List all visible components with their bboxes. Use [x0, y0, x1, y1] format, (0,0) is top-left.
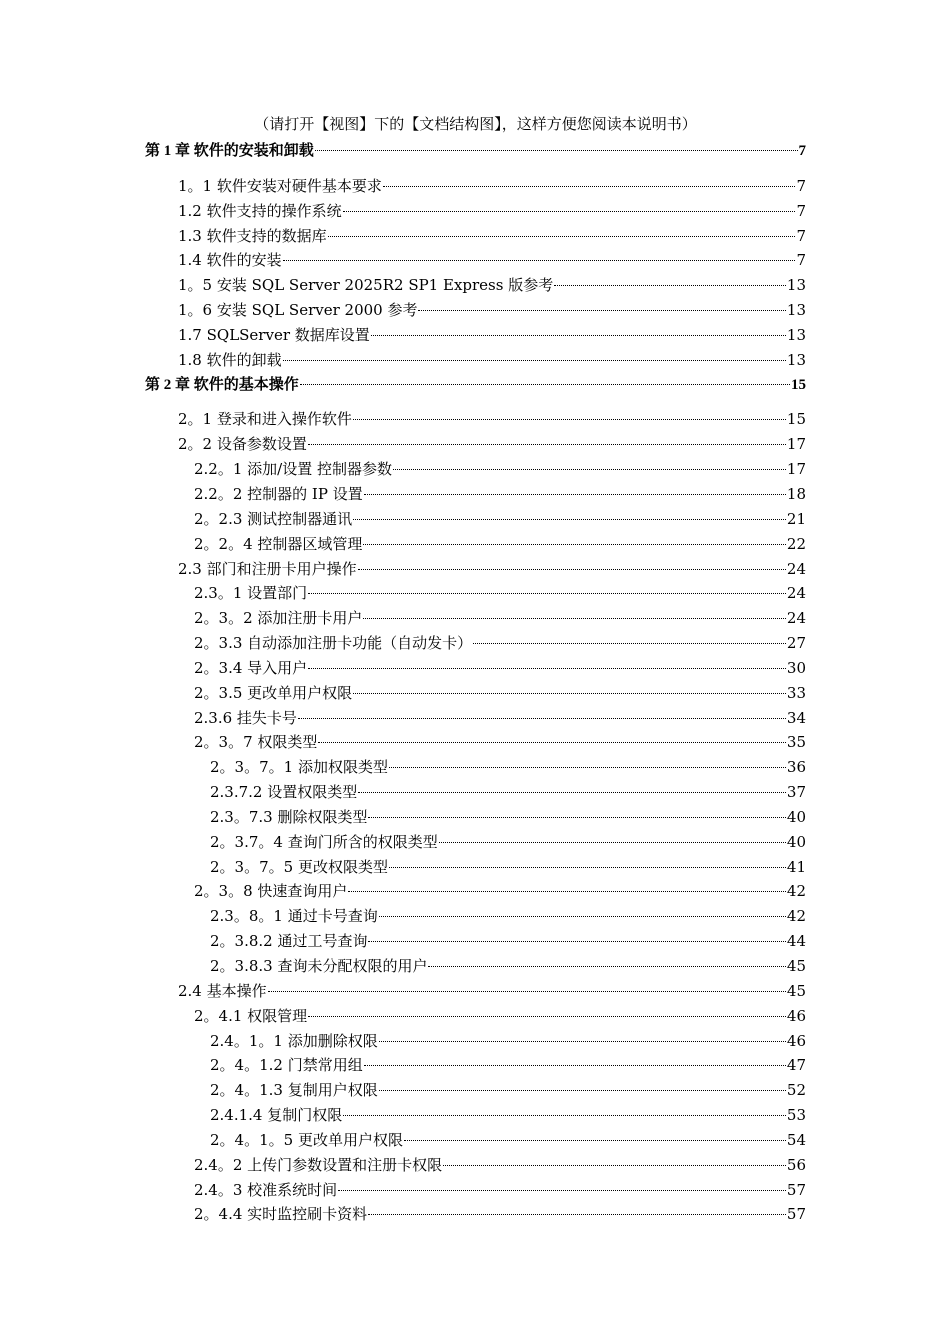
toc-entry-title: 2.3。1 设置部门: [194, 584, 308, 603]
dot-leader: [268, 991, 786, 992]
toc-entry-title: 2。2.3 测试控制器通讯: [194, 509, 353, 528]
toc-page-number: 40: [786, 832, 806, 851]
toc-page-number: 44: [786, 932, 806, 951]
toc-entry[interactable]: [145, 323, 806, 348]
toc-page-number: 30: [786, 658, 806, 677]
toc-entry-title: 2.3。7.3 删除权限类型: [210, 807, 368, 826]
dot-leader: [343, 1115, 786, 1116]
toc-entry-title: 2。3.4 导入用户: [194, 658, 308, 677]
toc-entry-title: 2.4.1.4 复制门权限: [210, 1106, 343, 1125]
toc-entry[interactable]: [145, 1128, 806, 1153]
toc-entry[interactable]: [145, 248, 806, 273]
toc-entry-title: 2。4.1 权限管理: [194, 1006, 308, 1025]
toc-page-number: 18: [786, 484, 806, 503]
toc-page-number: 37: [786, 783, 806, 802]
toc-entry-title: 2。4.4 实时监控刷卡资料: [194, 1205, 368, 1224]
toc-page-number: 24: [786, 609, 806, 628]
toc-entry[interactable]: [145, 1103, 806, 1128]
dot-leader: [379, 916, 786, 917]
toc-entry-title: 2.3.6 挂失卡号: [194, 708, 297, 727]
toc-entry[interactable]: [145, 1004, 806, 1029]
dot-leader: [368, 941, 785, 942]
toc-entry[interactable]: [145, 681, 806, 706]
toc-entry[interactable]: [145, 1029, 806, 1054]
toc-entry[interactable]: [145, 929, 806, 954]
dot-leader: [363, 618, 786, 619]
toc-page-number: 7: [798, 143, 806, 159]
toc-entry[interactable]: [145, 482, 806, 507]
toc-chapter-entry[interactable]: [145, 373, 806, 398]
toc-page-number: 54: [786, 1130, 806, 1149]
toc-entry[interactable]: [145, 199, 806, 224]
toc-entry-title: 2.3.7.2 设置权限类型: [210, 783, 358, 802]
toc-entry-title: 2.2。2 控制器的 IP 设置: [194, 484, 363, 503]
header-note: （请打开【视图】下的【文档结构图】，这样方便您阅读本说明书）: [254, 115, 697, 133]
dot-leader: [298, 718, 786, 719]
dot-leader: [358, 792, 786, 793]
toc-entry[interactable]: [145, 730, 806, 755]
dot-leader: [308, 668, 786, 669]
toc-entry[interactable]: [145, 706, 806, 731]
toc-entry-title: 2。4。1.2 门禁常用组: [210, 1056, 363, 1075]
toc-entry[interactable]: [145, 755, 806, 780]
toc-page-number: 17: [786, 460, 806, 479]
toc-entry-title: 2.4。2 上传门参数设置和注册卡权限: [194, 1155, 443, 1174]
toc-page-number: 35: [786, 733, 806, 752]
toc-entry[interactable]: [145, 507, 806, 532]
toc-page-number: 13: [786, 301, 806, 320]
toc-entry[interactable]: [145, 457, 806, 482]
toc-page-number: 45: [786, 957, 806, 975]
toc-entry[interactable]: [145, 174, 806, 199]
toc-entry-title: 2。3.8.3 查询未分配权限的用户: [210, 957, 428, 975]
toc-page-number: 56: [786, 1155, 806, 1174]
dot-leader: [364, 494, 786, 495]
toc-entry-title: 2。3。7。5 更改权限类型: [210, 857, 388, 876]
dot-leader: [371, 335, 786, 336]
toc-entry-title: 1.4 软件的安装: [178, 251, 282, 270]
toc-page-number: 46: [786, 1006, 806, 1025]
toc-page-number: 57: [786, 1205, 806, 1224]
dot-leader: [353, 419, 786, 420]
toc-entry[interactable]: [145, 855, 806, 880]
toc-page-number: 24: [786, 584, 806, 603]
toc-page-number: 17: [786, 435, 806, 454]
toc-entry[interactable]: [145, 532, 806, 557]
toc-entry-title: 2。1 登录和进入操作软件: [178, 410, 352, 429]
dot-leader: [379, 1041, 786, 1042]
dot-leader: [439, 842, 786, 843]
dot-leader: [315, 150, 798, 151]
toc-page-number: 7: [796, 201, 806, 220]
toc-entry-title: 2。3。7 权限类型: [194, 733, 318, 752]
toc-chapter-entry[interactable]: [145, 139, 806, 164]
toc-entry[interactable]: [145, 979, 806, 1004]
toc-entry[interactable]: [145, 1202, 806, 1227]
dot-leader: [368, 817, 785, 818]
toc-entry-title: 2。3.8.2 通过工号查询: [210, 932, 368, 951]
dot-leader: [379, 1090, 786, 1091]
toc-entry-title: 2。3.5 更改单用户权限: [194, 683, 353, 702]
toc-entry-title: 2.2。1 添加/设置 控制器参数: [194, 460, 392, 479]
toc-entry[interactable]: [145, 904, 806, 929]
toc-entry[interactable]: [145, 879, 806, 904]
toc-entry-title: 1。5 安装 SQL Server 2025R2 SP1 Express 版参考: [178, 276, 554, 295]
toc-entry-title: 1.8 软件的卸载: [178, 350, 282, 369]
toc-entry-title: 1.7 SQLServer 数据库设置: [178, 325, 370, 344]
toc-entry-title: 1。6 安装 SQL Server 2000 参考: [178, 301, 418, 320]
toc-entry-title: 2。3。8 快速查询用户: [194, 882, 348, 901]
toc-page-number: 13: [786, 276, 806, 295]
toc-entry-title: 2。2 设备参数设置: [178, 435, 307, 454]
toc-entry-title: 2.4 基本操作: [178, 981, 267, 1000]
toc-entry[interactable]: [145, 1053, 806, 1078]
dot-leader: [358, 569, 786, 570]
dot-leader: [343, 211, 796, 212]
toc-entry[interactable]: [145, 348, 806, 373]
dot-leader: [404, 1140, 786, 1141]
toc-page-number: 57: [786, 1180, 806, 1199]
toc-entry-title: 2。3。2 添加注册卡用户: [194, 609, 363, 628]
toc-entry[interactable]: [145, 606, 806, 631]
toc-entry-title: 2。4。1.3 复制用户权限: [210, 1081, 378, 1100]
toc-entry-title: 1。1 软件安装对硬件基本要求: [178, 176, 382, 195]
toc-page-number: 53: [786, 1106, 806, 1125]
toc-page-number: 7: [796, 226, 806, 245]
toc-entry[interactable]: [145, 1178, 806, 1203]
dot-leader: [473, 643, 786, 644]
dot-leader: [554, 285, 786, 286]
toc-entry[interactable]: [145, 954, 806, 979]
toc-entry[interactable]: [145, 407, 806, 432]
toc-entry[interactable]: [145, 224, 806, 249]
dot-leader: [353, 693, 786, 694]
toc-entry[interactable]: [145, 1153, 806, 1178]
toc-page-number: 33: [786, 683, 806, 702]
toc-entry-title: 第 2 章 软件的基本操作: [145, 376, 299, 393]
toc-page-number: 47: [786, 1056, 806, 1075]
toc-entry[interactable]: [145, 432, 806, 457]
toc-entry[interactable]: [145, 631, 806, 656]
dot-leader: [308, 444, 786, 445]
dot-leader: [428, 966, 785, 967]
toc-entry[interactable]: [145, 780, 806, 805]
dot-leader: [318, 742, 786, 743]
dot-leader: [418, 310, 785, 311]
toc-page-number: 41: [786, 857, 806, 876]
toc-page-number: 42: [786, 907, 806, 926]
toc-page-number: 45: [786, 981, 806, 1000]
dot-leader: [328, 236, 796, 237]
dot-leader: [383, 186, 796, 187]
toc-entry-title: 2.3。8。1 通过卡号查询: [210, 907, 378, 926]
toc-entry[interactable]: [145, 273, 806, 298]
dot-leader: [308, 593, 786, 594]
toc-page-number: 46: [786, 1031, 806, 1050]
toc-page-number: 42: [786, 882, 806, 901]
dot-leader: [364, 1065, 786, 1066]
toc-entry-title: 2。3.7。4 查询门所含的权限类型: [210, 832, 438, 851]
dot-leader: [393, 469, 786, 470]
dot-leader: [443, 1165, 786, 1166]
dot-leader: [353, 519, 786, 520]
dot-leader: [389, 767, 786, 768]
toc-entry[interactable]: [145, 298, 806, 323]
toc-page-number: 15: [791, 376, 806, 393]
toc-page-number: 27: [786, 634, 806, 653]
toc-entry-title: 第 1 章 软件的安装和卸载: [145, 143, 314, 159]
dot-leader: [283, 260, 796, 261]
toc-page-number: 15: [786, 410, 806, 429]
toc-page-number: 40: [786, 807, 806, 826]
toc-entry-title: 2。4。1。5 更改单用户权限: [210, 1130, 403, 1149]
toc-entry-title: 2。3。7。1 添加权限类型: [210, 758, 388, 777]
toc-entry-title: 2.4。1。1 添加删除权限: [210, 1031, 378, 1050]
dot-leader: [368, 1214, 786, 1215]
toc-entry[interactable]: [145, 656, 806, 681]
toc-page-number: 24: [786, 559, 806, 578]
toc-page-number: 21: [786, 509, 806, 528]
toc-entry[interactable]: [145, 1078, 806, 1103]
toc-entry[interactable]: [145, 557, 806, 582]
toc-entry-title: 2。3.3 自动添加注册卡功能（自动发卡）: [194, 634, 473, 653]
dot-leader: [389, 867, 786, 868]
toc-entry-title: 2。2。4 控制器区域管理: [194, 534, 363, 553]
toc-page-number: 7: [796, 251, 806, 270]
toc-entry[interactable]: [145, 830, 806, 855]
toc-entry-title: 2.4。3 校准系统时间: [194, 1180, 338, 1199]
toc-page-number: 13: [786, 325, 806, 344]
toc-page-number: 22: [786, 534, 806, 553]
toc-page-number: 52: [786, 1081, 806, 1100]
toc-page-number: 34: [786, 708, 806, 727]
dot-leader: [283, 360, 786, 361]
toc-entry-title: 2.3 部门和注册卡用户操作: [178, 559, 357, 578]
toc-page-number: 36: [786, 758, 806, 777]
toc-entry-title: 1.3 软件支持的数据库: [178, 226, 327, 245]
toc-entry[interactable]: [145, 581, 806, 606]
toc-page-number: 13: [786, 350, 806, 369]
dot-leader: [308, 1016, 786, 1017]
toc-entry[interactable]: [145, 805, 806, 830]
table-of-contents: [145, 139, 806, 1227]
toc-page-number: 7: [796, 176, 806, 195]
dot-leader: [363, 544, 786, 545]
dot-leader: [348, 891, 786, 892]
dot-leader: [338, 1190, 786, 1191]
dot-leader: [300, 384, 790, 385]
toc-entry-title: 1.2 软件支持的操作系统: [178, 201, 342, 220]
